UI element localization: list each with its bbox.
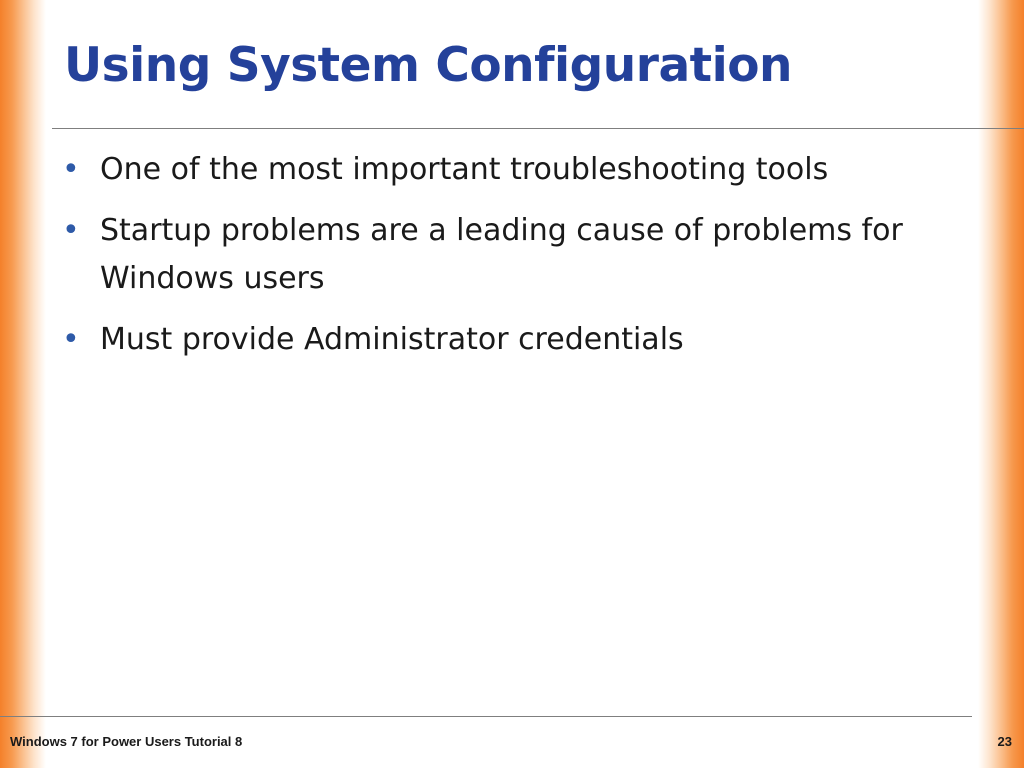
left-decorative-stripe bbox=[0, 0, 46, 768]
bullet-dot-icon: • bbox=[62, 152, 80, 187]
title-divider bbox=[52, 128, 1024, 129]
slide-number: 23 bbox=[997, 734, 1012, 749]
bullet-item bbox=[60, 207, 980, 303]
bullet-list bbox=[60, 146, 980, 377]
footer-divider bbox=[0, 716, 972, 717]
bullet-text: Must provide Administrator credentials bbox=[100, 322, 684, 357]
footer-text: Windows 7 for Power Users Tutorial 8 bbox=[10, 734, 243, 749]
bullet-text: Startup problems are a leading cause of problems for Windows users bbox=[100, 213, 903, 296]
right-decorative-stripe bbox=[978, 0, 1024, 768]
bullet-item bbox=[60, 316, 980, 364]
bullet-text: One of the most important troubleshooting tools bbox=[100, 152, 829, 187]
slide-title: Using System Configuration bbox=[64, 38, 792, 93]
bullet-dot-icon: • bbox=[62, 213, 80, 248]
bullet-dot-icon: • bbox=[62, 322, 80, 357]
bullet-item bbox=[60, 146, 980, 194]
